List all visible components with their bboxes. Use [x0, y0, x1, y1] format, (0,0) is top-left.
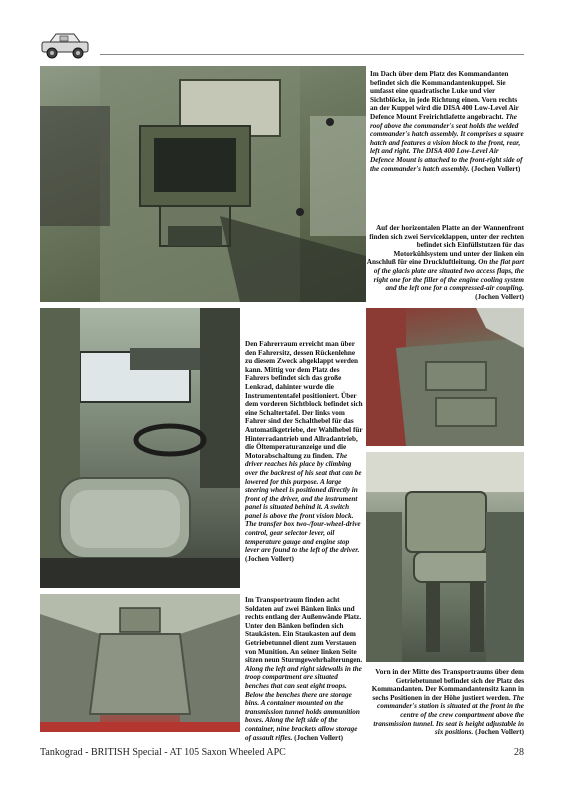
caption-commander-hatch [370, 70, 524, 173]
caption-glacis-de: Auf der horizontalen Platte an der Wannenfront finden sich zwei Serviceklappen, unter der rechten befindet sich Einfüllstutzen für das Motorkühlsystem und unter der linken ein Anschluß für eine Druckluftleitung. [366, 224, 524, 267]
caption-commander-seat-de: Vorn in der Mitte des Transportraums über dem Getriebetunnel befindet sich der Platz des Kommandanten. Der Kommandantensitz kann in sechs Positionen in der Höhe justiert werden. [371, 668, 524, 702]
caption-glacis [366, 224, 524, 301]
caption-troop-compartment-de: Im Transportraum finden acht Soldaten auf zwei Bänken links und rechts entlang der Außenwände Platz. Unter den Bänken befinden sich Staukästen. Ein Staukasten auf dem Getriebetunnel dient zum Verstauen von Munition. An seiner linken Seite sitzen neun Sturmgewehrhalterungen. [245, 596, 363, 665]
glacis-plate-photo [366, 308, 524, 446]
caption-commander-hatch-credit: (Jochen Vollert) [471, 164, 521, 173]
commander-seat-photo [366, 452, 524, 662]
caption-driver [245, 340, 363, 563]
page-number: 28 [514, 747, 524, 758]
armoured-vehicle-logo-icon [40, 30, 94, 60]
caption-driver-en: The driver reaches his place by climbing over the backrest of his seat that can be lowered for this purpose. A large steering wheel is positioned directly in front of the driver, and the instrument panel is situated behind it. A switch panel is above the front vision block. The transfer box two-/four-wheel-drive control, gear selector lever, oil temperature gauge and engine stop lever are found to the left of the driver. [245, 451, 362, 555]
caption-troop-compartment-credit: (Jochen Vollert) [294, 733, 344, 742]
caption-commander-seat-credit: (Jochen Vollert) [475, 728, 524, 737]
caption-commander-hatch-de: Im Dach über dem Platz des Kommandanten befindet sich die Kommandantenkuppel. Sie umfasst eine quadratische Luke und vier Sichtblöcke, in jede Richtung einen. Vorn rechts an der Kuppel wird die DISA 400 Low-Level Air Defence Mount Freirichtlafette angebracht. [370, 70, 519, 121]
troop-compartment-photo [40, 594, 240, 732]
footer-title: Tankograd - BRITISH Special - AT 105 Saxon Wheeled APC [40, 747, 286, 758]
caption-troop-compartment-en: Along the left and right sidewalls in the troop compartment are situated benches that can seat eight troops. Below the benches there are storage bins. A container mounted on the transmission tunnel holds ammunition boxes. Along the left side of the container, nine brackets allow storage of assault rifles. [245, 664, 362, 742]
caption-commander-seat [366, 668, 524, 737]
caption-troop-compartment [245, 596, 363, 742]
caption-glacis-en: On the flat part of the glacis plate are situated two access flaps, the right one for the filler of the engine cooling system and the left one for a compressed-air coupling. [373, 258, 524, 293]
caption-commander-hatch-en: The roof above the commander's seat holds the welded commander's hatch assembly. It comprises a square hatch and features a vision block to the front, rear, left and right. The DISA 400 Low-Level Air Defence Mount is attached to the front-right side of the commander's hatch assembly. [370, 112, 524, 173]
header-rule [100, 54, 524, 55]
commander-hatch-photo [40, 66, 366, 302]
caption-driver-credit: (Jochen Vollert) [245, 554, 294, 563]
caption-glacis-credit: (Jochen Vollert) [475, 292, 524, 301]
driver-station-photo [40, 308, 240, 588]
caption-commander-seat-en: The commander's station is situated at the front in the centre of the crew compartment above the transmission tunnel. Its seat is height adjustable in six positions. [373, 693, 524, 737]
caption-driver-de: Den Fahrerraum erreicht man über den Fahrersitz, dessen Rückenlehne zu diesem Zweck abgeklappt werden kann. Mittig vor dem Platz des Fahrers befindet sich das große Lenkrad, dahinter wurde die Instrumententafel positioniert. Über dem vorderen Sichtblock befindet sich eine Schaltertafel. Der links vom Fahrer sind der Schalthebel für das Automatikgetriebe, der Wahlhebel für Hinterradantrieb und Allradantrieb, die Öltemperaturanzeige und die Motorabschaltung zu finden. [245, 340, 363, 460]
